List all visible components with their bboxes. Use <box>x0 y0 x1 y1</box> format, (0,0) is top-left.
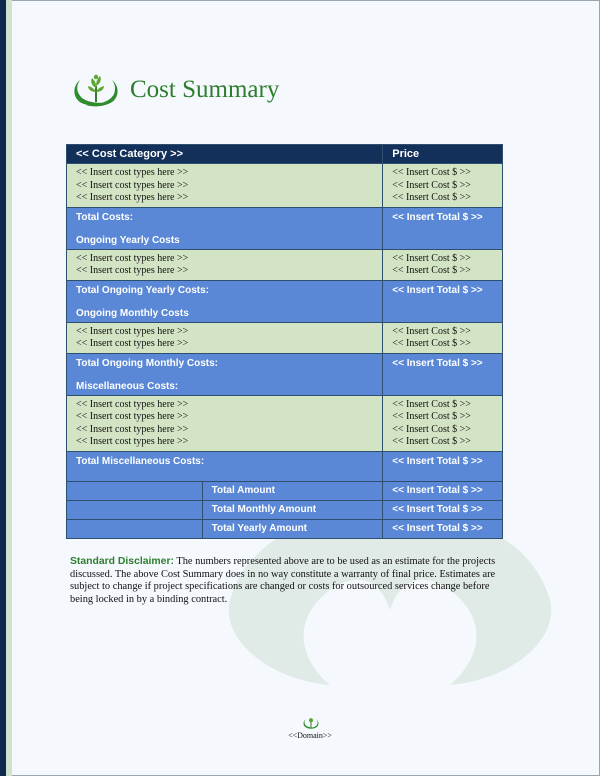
cost-prices-cell <box>383 164 503 208</box>
left-border-light <box>6 0 12 776</box>
cost-type-label: << Insert cost types here >> <box>76 179 189 191</box>
cost-price-value: << Insert Cost $ >> <box>392 192 471 203</box>
section-total-row <box>67 353 503 395</box>
summary-label: Total Monthly Amount <box>202 500 383 519</box>
cost-type-label: << Insert cost types here >> <box>76 252 189 264</box>
header-category: << Cost Category >> <box>67 145 383 164</box>
cost-price-value: << Insert Cost $ >> <box>392 398 471 410</box>
disclaimer-text: The numbers represented above are to be used as an estimate for the projects discussed. The above Cost Summary does in no way constitute a warranty of final price. Estimates are subject to change if project specifications are changed or costs for outsourced services change before being locked in by a binding contract. <box>70 556 496 605</box>
cost-price-value: << Insert Cost $ >> <box>392 423 471 435</box>
cost-type-label: << Insert cost types here >> <box>76 398 189 410</box>
cost-price-value: << Insert Cost $ >> <box>392 179 471 191</box>
cost-prices-cell <box>383 249 503 280</box>
cost-table <box>66 144 503 539</box>
summary-row <box>67 519 503 538</box>
page-title: Cost Summary <box>130 76 280 103</box>
summary-label: Total Amount <box>202 481 383 500</box>
cost-types-cell <box>67 164 383 208</box>
summary-blank-cell <box>67 481 203 500</box>
summary-value: << Insert Total $ >> <box>383 481 503 500</box>
cost-items-row <box>67 322 503 353</box>
section-total-cell <box>67 280 383 322</box>
section-total-cell <box>67 451 383 481</box>
section-heading: Ongoing Monthly Costs <box>76 307 189 319</box>
cost-items-row <box>67 249 503 280</box>
cost-price-value: << Insert Cost $ >> <box>392 167 471 178</box>
header-price: Price <box>383 145 503 164</box>
summary-row <box>67 500 503 519</box>
section-total-row <box>67 280 503 322</box>
section-total-value: << Insert Total $ >> <box>383 280 503 322</box>
disclaimer <box>70 556 510 606</box>
summary-blank-cell <box>67 519 203 538</box>
tree-logo-icon <box>70 72 122 108</box>
section-total-label: Total Ongoing Yearly Costs: <box>76 284 209 296</box>
section-total-label: Total Miscellaneous Costs: <box>76 455 205 467</box>
summary-value: << Insert Total $ >> <box>383 519 503 538</box>
summary-row <box>67 481 503 500</box>
summary-label: Total Yearly Amount <box>202 519 383 538</box>
cost-type-label: << Insert cost types here >> <box>76 192 189 203</box>
section-total-cell <box>67 353 383 395</box>
table-header-row <box>67 145 503 164</box>
cost-price-value: << Insert Cost $ >> <box>392 325 471 337</box>
cost-type-label: << Insert cost types here >> <box>76 411 189 422</box>
section-total-value: << Insert Total $ >> <box>383 451 503 481</box>
disclaimer-lead: Standard Disclaimer: <box>70 556 174 567</box>
cost-price-value: << Insert Cost $ >> <box>392 436 471 447</box>
cost-types-cell <box>67 249 383 280</box>
cost-items-row <box>67 395 503 451</box>
cost-price-value: << Insert Cost $ >> <box>392 338 471 349</box>
footer-domain: <<Domain>> <box>288 731 332 740</box>
summary-blank-cell <box>67 500 203 519</box>
section-total-row <box>67 207 503 249</box>
cost-types-cell <box>67 395 383 451</box>
section-total-value: << Insert Total $ >> <box>383 207 503 249</box>
cost-type-label: << Insert cost types here >> <box>76 423 189 435</box>
cost-type-label: << Insert cost types here >> <box>76 265 189 276</box>
cost-type-label: << Insert cost types here >> <box>76 167 189 178</box>
cost-items-row <box>67 164 503 208</box>
section-heading: Ongoing Yearly Costs <box>76 234 180 246</box>
cost-price-value: << Insert Cost $ >> <box>392 252 471 264</box>
section-total-cell <box>67 207 383 249</box>
summary-value: << Insert Total $ >> <box>383 500 503 519</box>
cost-type-label: << Insert cost types here >> <box>76 338 189 349</box>
section-total-label: Total Ongoing Monthly Costs: <box>76 357 219 369</box>
cost-prices-cell <box>383 395 503 451</box>
cost-types-cell <box>67 322 383 353</box>
tree-logo-icon <box>302 716 320 730</box>
section-total-value: << Insert Total $ >> <box>383 353 503 395</box>
section-total-row <box>67 451 503 481</box>
cost-prices-cell <box>383 322 503 353</box>
cost-price-value: << Insert Cost $ >> <box>392 265 471 276</box>
section-heading: Miscellaneous Costs: <box>76 380 179 392</box>
cost-type-label: << Insert cost types here >> <box>76 436 189 447</box>
cost-type-label: << Insert cost types here >> <box>76 325 189 337</box>
cost-price-value: << Insert Cost $ >> <box>392 411 471 422</box>
section-total-label: Total Costs: <box>76 211 134 223</box>
